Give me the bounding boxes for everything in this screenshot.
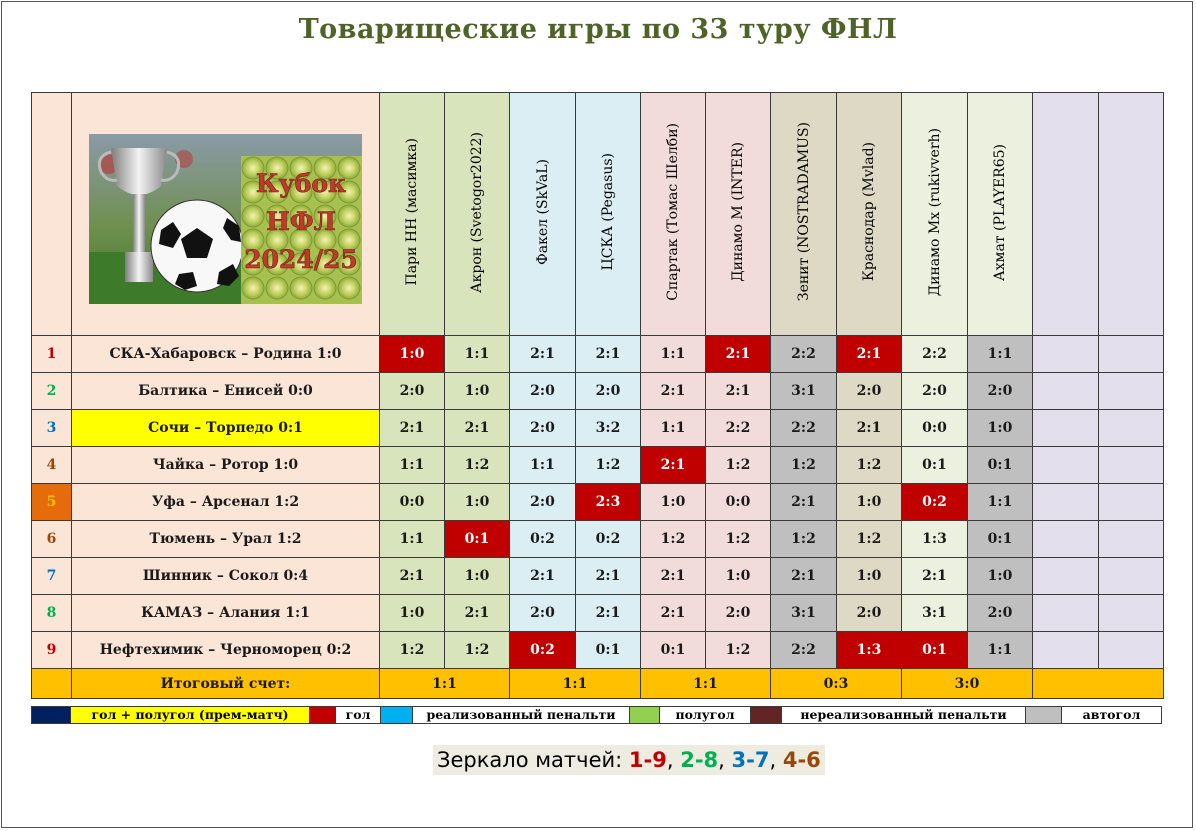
total-score: 1:1	[380, 669, 510, 699]
totals-row	[32, 669, 1164, 699]
empty-cell	[1033, 410, 1099, 447]
score-cell: 1:1	[641, 336, 706, 373]
logo-line1: Кубок	[255, 169, 347, 198]
score-cell: 1:1	[445, 336, 510, 373]
totals-corner	[32, 669, 72, 699]
score-cell: 0:0	[380, 484, 445, 521]
table-row	[32, 632, 1164, 669]
empty-cell	[1099, 595, 1164, 632]
empty-cell	[1099, 558, 1164, 595]
empty-cell	[1033, 595, 1099, 632]
team-header	[510, 93, 576, 336]
totals-empty	[1033, 669, 1164, 699]
score-cell: 2:1	[641, 373, 706, 410]
score-cell: 2:2	[902, 336, 968, 373]
legend-swatch-goal	[309, 706, 336, 724]
row-number: 3	[32, 410, 72, 447]
score-cell: 0:2	[902, 484, 968, 521]
score-cell: 2:2	[771, 410, 837, 447]
score-cell: 2:1	[510, 336, 576, 373]
score-cell: 2:0	[837, 595, 902, 632]
table-row	[32, 558, 1164, 595]
score-cell: 1:0	[641, 484, 706, 521]
empty-cell	[1099, 447, 1164, 484]
row-number: 7	[32, 558, 72, 595]
team-header	[641, 93, 706, 336]
score-cell: 1:0	[445, 558, 510, 595]
empty-cell	[1099, 521, 1164, 558]
score-cell: 1:2	[576, 447, 641, 484]
score-cell: 2:1	[641, 595, 706, 632]
mirror-pair: 1-9	[628, 748, 667, 772]
match-label: Уфа – Арсенал 1:2	[72, 484, 380, 521]
empty-cell	[1099, 410, 1164, 447]
score-cell: 2:1	[902, 558, 968, 595]
empty-header	[1033, 93, 1099, 336]
legend-half-goal: полугол	[659, 706, 751, 724]
legend-penalty-scored: реализованный пенальти	[412, 706, 630, 724]
legend-goal-half: гол + полугол (прем-матч)	[70, 706, 310, 724]
total-score: 1:1	[510, 669, 641, 699]
mirror-pair: 2-8	[680, 748, 719, 772]
score-cell: 1:0	[837, 484, 902, 521]
empty-cell	[1033, 558, 1099, 595]
legend-penalty-missed: нереализованный пенальти	[781, 706, 1026, 724]
row-number: 2	[32, 373, 72, 410]
cup-logo-image	[89, 134, 362, 304]
legend-swatch-penalty-scored	[380, 706, 413, 724]
score-cell: 2:1	[771, 558, 837, 595]
score-cell: 1:2	[445, 447, 510, 484]
score-cell: 2:1	[641, 447, 706, 484]
score-cell: 0:1	[902, 632, 968, 669]
score-cell: 1:2	[445, 632, 510, 669]
score-cell: 2:0	[968, 373, 1033, 410]
legend-swatch-penalty-missed	[750, 706, 782, 724]
score-cell: 2:1	[380, 558, 445, 595]
match-label: Чайка – Ротор 1:0	[72, 447, 380, 484]
score-cell: 1:0	[380, 336, 445, 373]
score-cell: 1:2	[771, 521, 837, 558]
score-cell: 1:1	[968, 336, 1033, 373]
mirror-separator: ,	[718, 748, 732, 772]
score-cell: 2:1	[771, 484, 837, 521]
score-cell: 2:1	[706, 373, 771, 410]
score-cell: 2:0	[510, 373, 576, 410]
score-cell: 1:2	[641, 521, 706, 558]
score-cell: 2:1	[576, 595, 641, 632]
legend-swatch-own-goal	[1025, 706, 1062, 724]
team-header	[706, 93, 771, 336]
row-number: 5	[32, 484, 72, 521]
row-number: 9	[32, 632, 72, 669]
score-cell: 1:1	[510, 447, 576, 484]
score-cell: 1:2	[706, 632, 771, 669]
logo-line2: НФЛ	[266, 207, 336, 236]
score-cell: 2:1	[510, 558, 576, 595]
mirror-pair: 3-7	[731, 748, 770, 772]
logo-line3: 2024/25	[244, 245, 358, 274]
score-cell: 1:1	[380, 447, 445, 484]
mirror-separator: ,	[666, 748, 681, 772]
score-cell: 2:0	[706, 595, 771, 632]
row-number: 1	[32, 336, 72, 373]
score-cell: 0:1	[968, 447, 1033, 484]
score-cell: 2:0	[576, 373, 641, 410]
empty-cell	[1099, 484, 1164, 521]
score-cell: 1:0	[968, 410, 1033, 447]
score-cell: 0:0	[902, 410, 968, 447]
score-cell: 2:0	[510, 410, 576, 447]
score-cell: 2:0	[510, 595, 576, 632]
team-name: Факел (SkVaL)	[534, 159, 551, 265]
score-cell: 2:0	[968, 595, 1033, 632]
legend-swatch-half-goal	[629, 706, 660, 724]
team-header	[902, 93, 968, 336]
team-name: Динамо Мх (rukivverh)	[926, 127, 943, 297]
empty-header	[1099, 93, 1164, 336]
score-cell: 2:0	[380, 373, 445, 410]
team-name: Спартак (Томас Шелби)	[665, 123, 681, 301]
totals-label: Итоговый счет:	[72, 669, 380, 699]
score-cell: 1:0	[445, 373, 510, 410]
match-label: СКА-Хабаровск – Родина 1:0	[72, 336, 380, 373]
empty-cell	[1033, 373, 1099, 410]
score-cell: 0:1	[576, 632, 641, 669]
score-cell: 2:1	[837, 336, 902, 373]
score-cell: 1:1	[380, 521, 445, 558]
score-cell: 1:0	[968, 558, 1033, 595]
team-name: Акрон (Svetogor2022)	[469, 131, 485, 293]
legend-own-goal: автогол	[1061, 706, 1162, 724]
score-cell: 0:2	[510, 632, 576, 669]
team-header	[445, 93, 510, 336]
table-row	[32, 373, 1164, 410]
legend-goal: гол	[335, 706, 381, 724]
score-cell: 1:2	[771, 447, 837, 484]
team-name: Зенит (NOSTRADAMUS)	[795, 122, 812, 302]
table-row	[32, 484, 1164, 521]
score-cell: 1:0	[837, 558, 902, 595]
match-label: Сочи – Торпедо 0:1	[72, 410, 380, 447]
score-cell: 0:1	[445, 521, 510, 558]
team-header	[968, 93, 1033, 336]
score-cell: 0:2	[576, 521, 641, 558]
score-cell: 2:3	[576, 484, 641, 521]
score-cell: 1:3	[837, 632, 902, 669]
match-label: КАМАЗ – Алания 1:1	[72, 595, 380, 632]
row-number: 8	[32, 595, 72, 632]
total-score: 0:3	[771, 669, 902, 699]
team-name: Динамо М (INTER)	[730, 142, 746, 282]
mirror-label: Зеркало матчей:	[437, 748, 629, 772]
score-cell: 0:0	[706, 484, 771, 521]
score-cell: 2:1	[445, 595, 510, 632]
score-cell: 1:0	[706, 558, 771, 595]
score-cell: 2:1	[380, 410, 445, 447]
table-row	[32, 336, 1164, 373]
score-cell: 3:1	[771, 373, 837, 410]
empty-cell	[1033, 484, 1099, 521]
table-row	[32, 595, 1164, 632]
score-cell: 2:2	[771, 336, 837, 373]
empty-cell	[1033, 447, 1099, 484]
score-cell: 2:0	[510, 484, 576, 521]
score-cell: 1:2	[837, 447, 902, 484]
score-cell: 0:1	[902, 447, 968, 484]
team-header	[771, 93, 837, 336]
legend-swatch-prem	[31, 706, 71, 724]
legend	[31, 706, 1162, 724]
table-row	[32, 521, 1164, 558]
score-cell: 2:1	[576, 336, 641, 373]
match-label: Тюмень – Урал 1:2	[72, 521, 380, 558]
score-cell: 2:2	[706, 410, 771, 447]
score-cell: 1:2	[837, 521, 902, 558]
score-cell: 2:1	[576, 558, 641, 595]
team-header	[576, 93, 641, 336]
match-label: Балтика – Енисей 0:0	[72, 373, 380, 410]
total-score: 3:0	[902, 669, 1033, 699]
empty-cell	[1033, 521, 1099, 558]
table-row	[32, 410, 1164, 447]
score-cell: 0:1	[968, 521, 1033, 558]
score-cell: 1:2	[706, 521, 771, 558]
score-cell: 3:2	[576, 410, 641, 447]
team-name: ЦСКА (Pegasus)	[600, 153, 616, 271]
match-label: Шинник – Сокол 0:4	[72, 558, 380, 595]
empty-cell	[1099, 373, 1164, 410]
total-score: 1:1	[641, 669, 771, 699]
score-cell: 0:2	[510, 521, 576, 558]
team-name: Ахмат (PLAYER65)	[992, 143, 1008, 281]
mirror-pair: 4-6	[782, 748, 821, 772]
score-cell: 1:3	[902, 521, 968, 558]
mirror-matches	[433, 745, 825, 775]
score-cell: 2:1	[641, 558, 706, 595]
empty-cell	[1099, 336, 1164, 373]
match-label: Нефтехимик – Черноморец 0:2	[72, 632, 380, 669]
mirror-separator: ,	[769, 748, 783, 772]
score-cell: 3:1	[902, 595, 968, 632]
empty-cell	[1099, 632, 1164, 669]
row-number: 6	[32, 521, 72, 558]
corner-cell	[32, 93, 72, 336]
row-number: 4	[32, 447, 72, 484]
score-cell: 1:0	[445, 484, 510, 521]
score-cell: 1:2	[380, 632, 445, 669]
score-cell: 1:1	[968, 484, 1033, 521]
score-cell: 1:0	[380, 595, 445, 632]
score-cell: 2:2	[771, 632, 837, 669]
team-header	[837, 93, 902, 336]
empty-cell	[1033, 336, 1099, 373]
score-cell: 1:1	[968, 632, 1033, 669]
score-cell: 1:1	[641, 410, 706, 447]
empty-cell	[1033, 632, 1099, 669]
team-name: Пари НН (масимка)	[404, 138, 420, 286]
table-row	[32, 447, 1164, 484]
team-header	[380, 93, 445, 336]
score-cell: 1:2	[706, 447, 771, 484]
score-cell: 2:1	[706, 336, 771, 373]
page-title: Товарищеские игры по 33 туру ФНЛ	[298, 14, 898, 45]
score-cell: 0:1	[641, 632, 706, 669]
score-cell: 2:0	[902, 373, 968, 410]
score-cell: 2:0	[837, 373, 902, 410]
score-cell: 2:1	[445, 410, 510, 447]
score-cell: 3:1	[771, 595, 837, 632]
score-cell: 2:1	[837, 410, 902, 447]
team-name: Краснодар (Mvlad)	[861, 142, 877, 282]
